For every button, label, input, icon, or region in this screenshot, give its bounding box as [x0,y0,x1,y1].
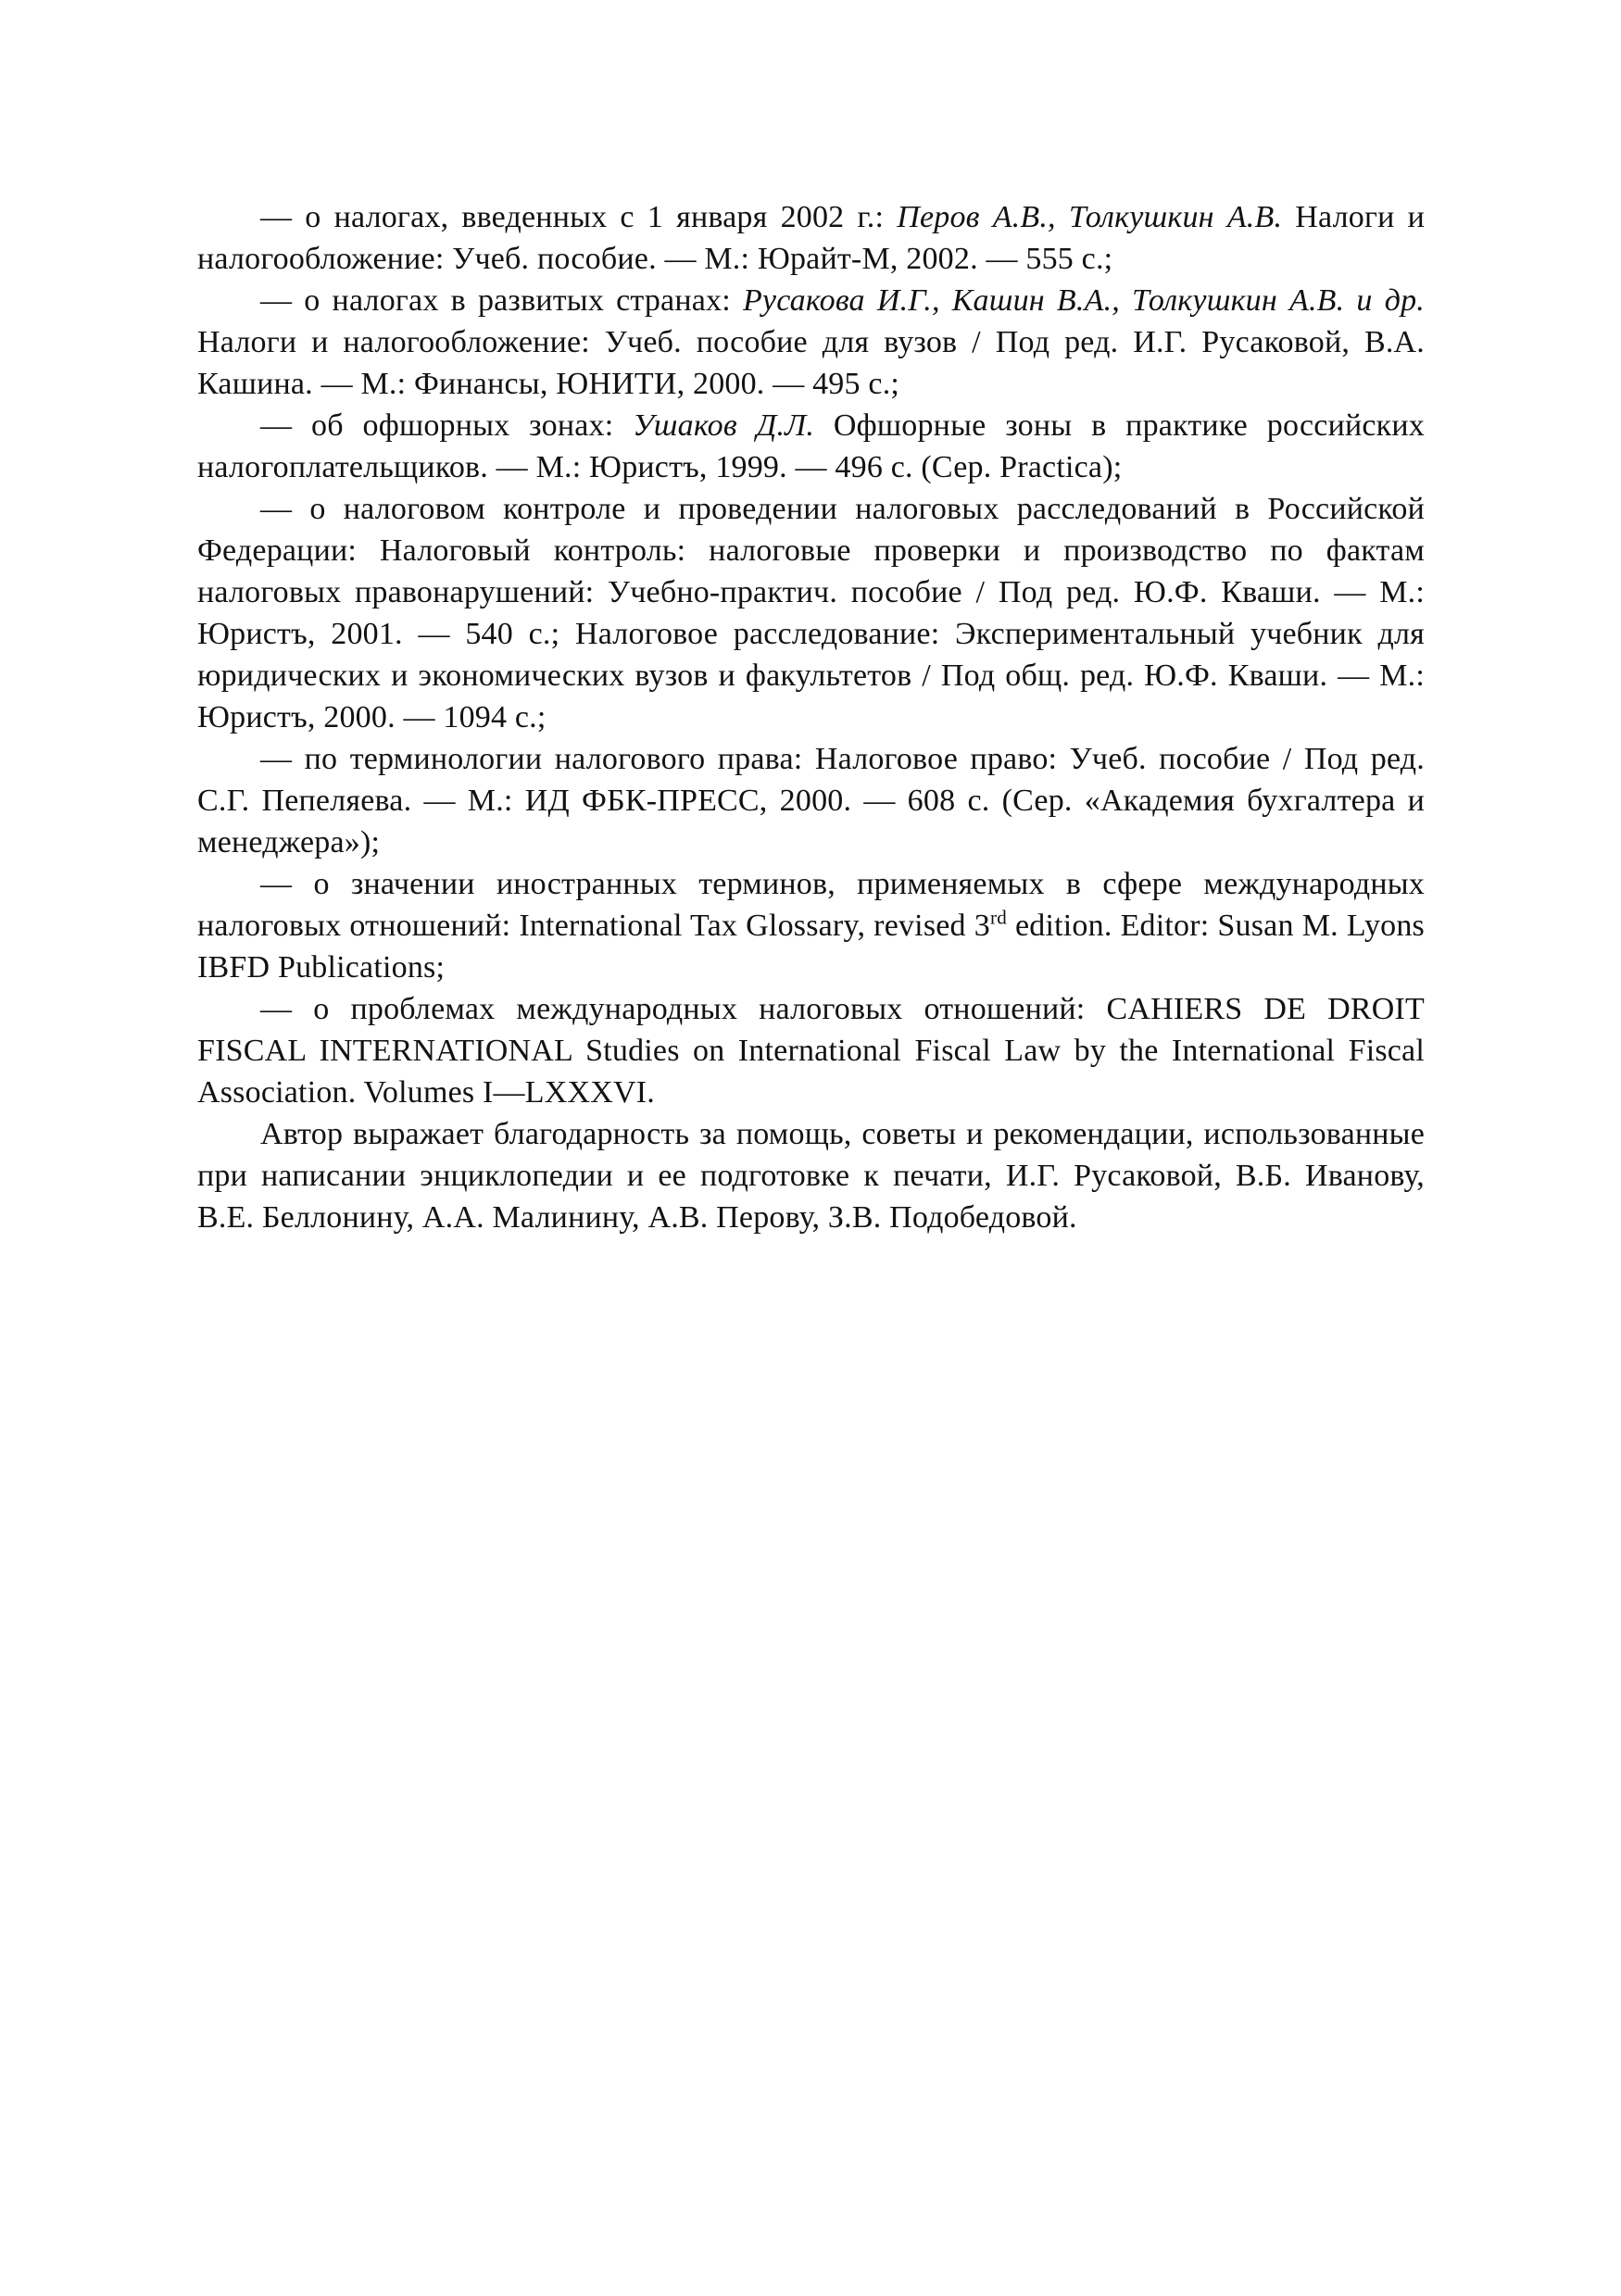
text-run: — о налогах, введенных с 1 января 2002 г.: [260,200,898,234]
text-run: — по терминологии налогового права: Налоговое право: Учеб. пособие / Под ред. С.Г. Пепеляева. — М.: ИД ФБК-ПРЕСС, 2000. — 608 с. (Сер. «Академия бухгалтера и менеджера»); [197,742,1425,859]
author-names-italic: Перов А.В., Толкушкин А.В. [897,200,1283,234]
paragraph [197,738,1425,863]
text-run: Налоги и налогообложение: Учеб. пособие для вузов / Под ред. И.Г. Русаковой, В.А. Кашина. — М.: Финансы, ЮНИТИ, 2000. — 495 с.; [197,325,1425,401]
text-run: Налоги и налогообложение: Учеб. пособие. — М.: Юрайт-М, 2002. — 555 с.; [197,200,1426,276]
text-run: — о налоговом контроле и проведении налоговых расследований в Российской Федерации: Налоговый контроль: налоговые проверки и производство по фактам налоговых правонарушений: Учебно-практич. пособие / Под ред. Ю.Ф. Кваши. — М.: Юристъ, 2001. — 540 с.; Налоговое расследование: Экспериментальный учебник для юридических и экономических вузов и факультетов / Под общ. ред. Ю.Ф. Кваши. — М.: Юристъ, 2000. — 1094 с.; [197,492,1425,734]
text-run: Автор выражает благодарность за помощь, советы и рекомендации, использованные при написании энциклопедии и ее подготовке к печати, И.Г. Русаковой, В.Б. Иванову, В.Е. Беллонину, А.А. Малинину, А.В. Перову, З.В. Подобедовой. [197,1117,1425,1235]
text-run: Офшорные зоны в практике российских налогоплательщиков. — М.: Юристъ, 1999. — 496 с. (Сер. Practica); [197,408,1425,484]
text-block [197,196,1425,1238]
paragraph [197,280,1425,405]
paragraph [197,863,1425,988]
paragraph [197,1113,1425,1238]
text-run: edition. Editor: Susan M. Lyons IBFD Publications; [197,909,1425,985]
author-names-italic: Русакова И.Г., Кашин В.А., Толкушкин А.В. и др. [742,283,1425,318]
text-run: — об офшорных зонах: [260,408,634,443]
author-names-italic: Ушаков Д.Л. [633,408,815,443]
text-run: — о налогах в развитых странах: [260,283,743,318]
text-run: — о проблемах международных налоговых отношений: CAHIERS DE DROIT FISCAL INTERNATIONAL Studies on International Fiscal Law by the International Fiscal Association. Volumes I—LXXXVI. [197,992,1425,1110]
paragraph [197,988,1425,1113]
paragraph [197,488,1425,738]
ordinal-superscript: rd [990,906,1007,929]
paragraph [197,405,1425,488]
paragraph [197,196,1425,280]
text-run: — о значении иностранных терминов, применяемых в сфере международных налоговых отношений: International Tax Glossary, revised 3 [197,867,1425,943]
